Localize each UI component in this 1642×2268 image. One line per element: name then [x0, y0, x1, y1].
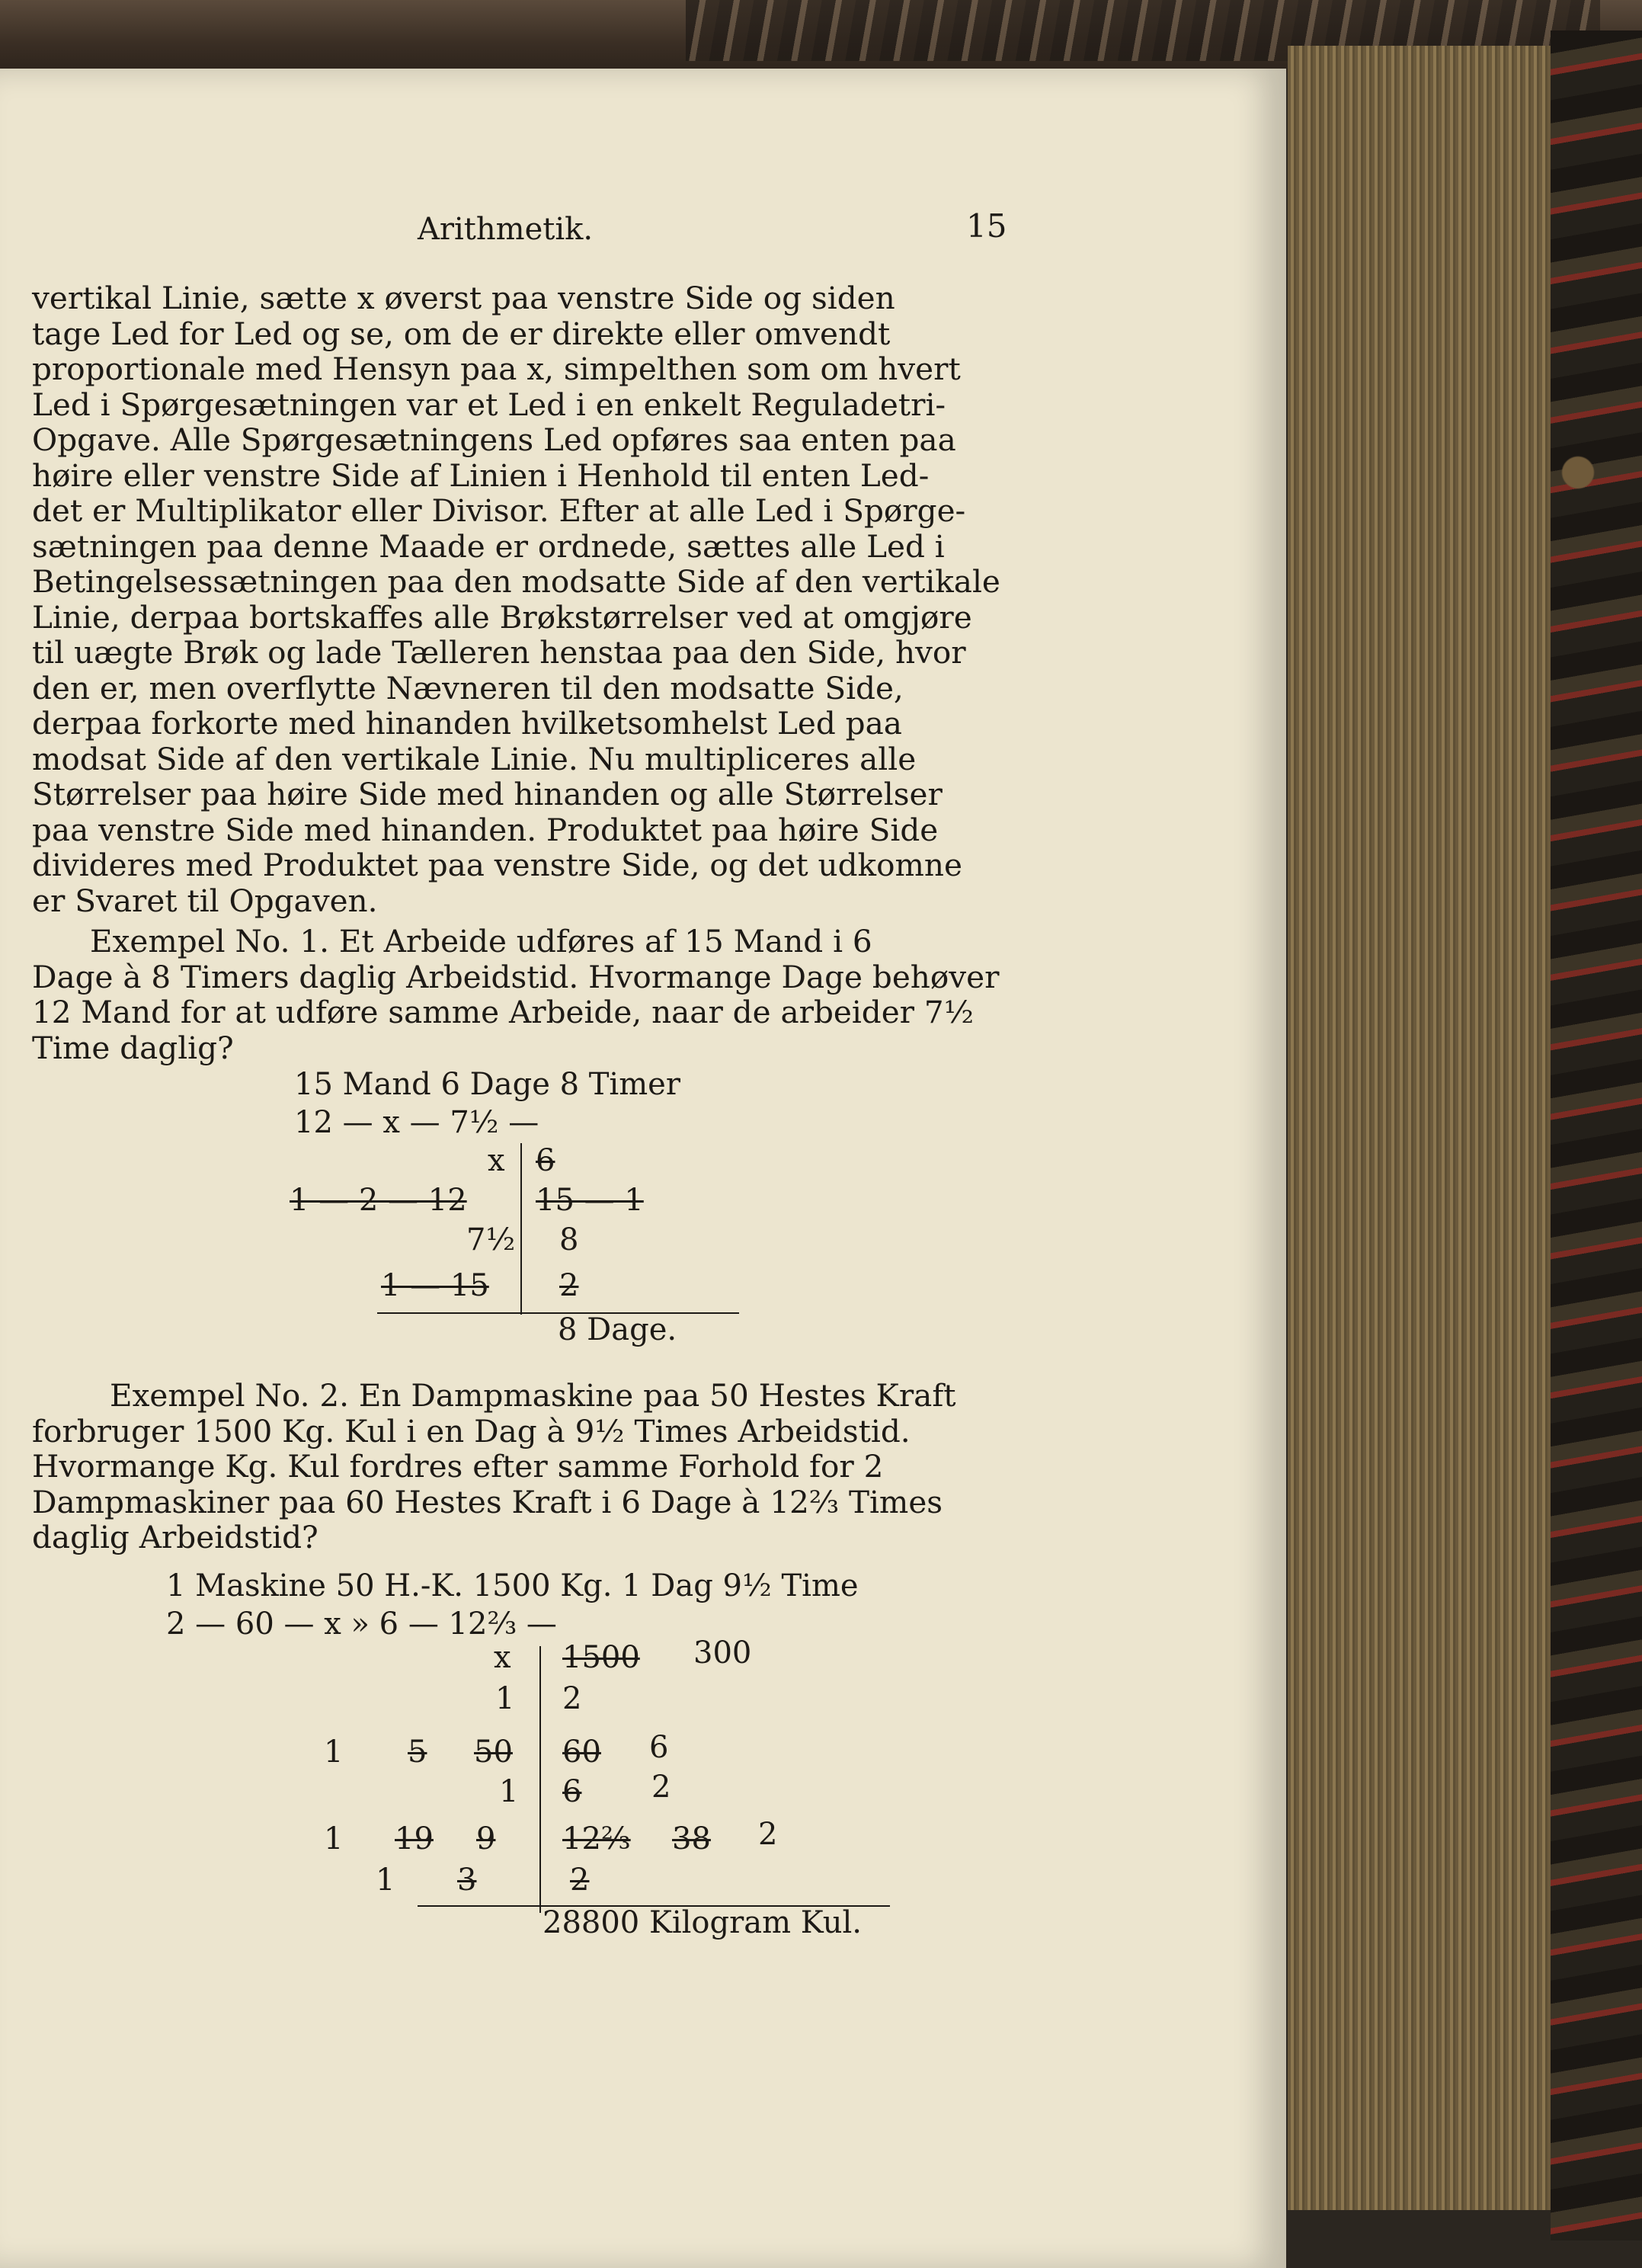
ex1-left-x: x [488, 1143, 505, 1178]
ex2-right-r5b: 38 [672, 1821, 711, 1856]
ex2-right-r1a: 1500 [562, 1640, 640, 1675]
text-line: til uægte Brøk og lade Tælleren henstaa paa den Side, hvor [32, 634, 966, 671]
text-line: modsat Side af den vertikale Linie. Nu multipliceres alle [32, 740, 917, 777]
ex1-right-row1: 6 [536, 1143, 555, 1178]
text-line: Opgave. Alle Spørgesætningens Led opføres saa enten paa [32, 421, 956, 458]
text-line: vertikal Linie, sætte x øverst paa venstre Side og siden [32, 280, 895, 316]
text-line: Time daglig? [32, 1029, 234, 1066]
text-line: Led i Spørgesætningen var et Led i en enkelt Reguladetri- [32, 386, 946, 423]
ex2-setup-row1: 1 Maskine 50 H.-K. 1500 Kg. 1 Dag 9½ Time [166, 1568, 859, 1603]
text-line: Dage à 8 Timers daglig Arbeidstid. Hvormange Dage behøver [32, 958, 1000, 995]
example2-text [32, 1378, 956, 1555]
ex2-right-r3a: 60 [562, 1735, 601, 1770]
text-line: høire eller venstre Side af Linien i Henhold til enten Led- [32, 456, 930, 494]
ex2-left-r3c: 50 [474, 1735, 513, 1770]
paragraph-method [32, 280, 1000, 918]
ex2-left-r5b: 19 [395, 1821, 434, 1856]
text-line: tage Led for Led og se, om de er direkte eller omvendt [32, 315, 891, 352]
ex2-left-r1: x [494, 1640, 511, 1675]
ex2-right-r6: 2 [570, 1863, 590, 1898]
ex1-setup-row2: 12 — x — 7½ — [294, 1105, 539, 1140]
ex2-left-r2: 1 [495, 1681, 515, 1716]
ex2-left-r5c: 9 [476, 1821, 496, 1856]
text-line: Betingelsessætningen paa den modsatte Side af den vertikale [32, 563, 1000, 600]
text-line: den er, men overflytte Nævneren til den modsatte Side, [32, 669, 904, 706]
ex2-left-r5a: 1 [324, 1821, 344, 1856]
ex2-right-r4a: 6 [562, 1774, 582, 1809]
text-line: sætningen paa denne Maade er ordnede, sættes alle Led i [32, 527, 945, 565]
text-line: er Svaret til Opgaven. [32, 882, 378, 919]
running-head: Arithmetik. [418, 212, 594, 247]
ex2-left-r6a: 1 [376, 1863, 395, 1898]
text-line: derpaa forkorte med hinanden hvilketsomhelst Led paa [32, 705, 902, 742]
ex2-result: 28800 Kilogram Kul. [543, 1905, 863, 1940]
ex1-right-row2: 15 — 1 [536, 1183, 644, 1218]
ex2-setup-row2: 2 — 60 — x » 6 — 12⅔ — [166, 1606, 557, 1642]
page-number: 15 [966, 207, 1007, 245]
text-line: forbruger 1500 Kg. Kul i en Dag à 9½ Times Arbeidstid. [32, 1412, 911, 1450]
text-line: paa venstre Side med hinanden. Produktet paa høire Side [32, 811, 939, 848]
marbled-cover [1551, 30, 1642, 2241]
ex1-vertical-line [520, 1143, 522, 1315]
ex1-left-row4: 1 — 15 [381, 1268, 489, 1303]
ex1-right-row4: 2 [559, 1268, 579, 1303]
ex1-result: 8 Dage. [558, 1312, 677, 1347]
ex2-right-r5a: 12⅔ [562, 1821, 631, 1856]
text-line: Exempel No. 1. Et Arbeide udføres af 15 Mand i 6 [90, 923, 872, 959]
text-line: Linie, derpaa bortskaffes alle Brøkstørrelser ved at omgjøre [32, 598, 972, 636]
text-line: Dampmaskiner paa 60 Hestes Kraft i 6 Dage à 12⅔ Times [32, 1483, 943, 1520]
ex2-right-r3b: 6 [649, 1730, 669, 1765]
text-line: Exempel No. 2. En Dampmaskine paa 50 Hestes Kraft [110, 1377, 956, 1414]
ex2-right-r1b: 300 [693, 1635, 752, 1671]
text-line: Størrelser paa høire Side med hinanden og alle Størrelser [32, 776, 943, 812]
ex2-left-r3a: 1 [324, 1735, 344, 1770]
ex2-left-r6b: 3 [457, 1863, 477, 1898]
text-line: proportionale med Hensyn paa x, simpelthen som om hvert [32, 351, 961, 387]
ex1-left-row2: 1 — 2 — 12 [290, 1183, 467, 1218]
text-line: 12 Mand for at udføre samme Arbeide, naar de arbeider 7½ [32, 994, 974, 1030]
page-edges [1288, 46, 1554, 2210]
ex1-setup-row1: 15 Mand 6 Dage 8 Timer [294, 1067, 680, 1102]
ex2-right-r5c: 2 [758, 1817, 778, 1852]
ex1-right-row3: 8 [559, 1222, 579, 1257]
text-line: Hvormange Kg. Kul fordres efter samme Forhold for 2 [32, 1448, 884, 1485]
text-line: det er Multiplikator eller Divisor. Efter at alle Led i Spørge- [32, 492, 966, 529]
example1-text [32, 924, 999, 1065]
text-line: daglig Arbeidstid? [32, 1519, 318, 1555]
ex2-right-r2: 2 [562, 1681, 582, 1716]
ex2-left-r3b: 5 [408, 1735, 427, 1770]
ex2-left-r4: 1 [499, 1774, 519, 1809]
ex1-left-row3: 7½ [466, 1222, 516, 1257]
text-line: divideres med Produktet paa venstre Side, og det udkomne [32, 847, 962, 883]
ex2-vertical-line [539, 1646, 541, 1913]
ex2-right-r4b: 2 [651, 1770, 671, 1805]
